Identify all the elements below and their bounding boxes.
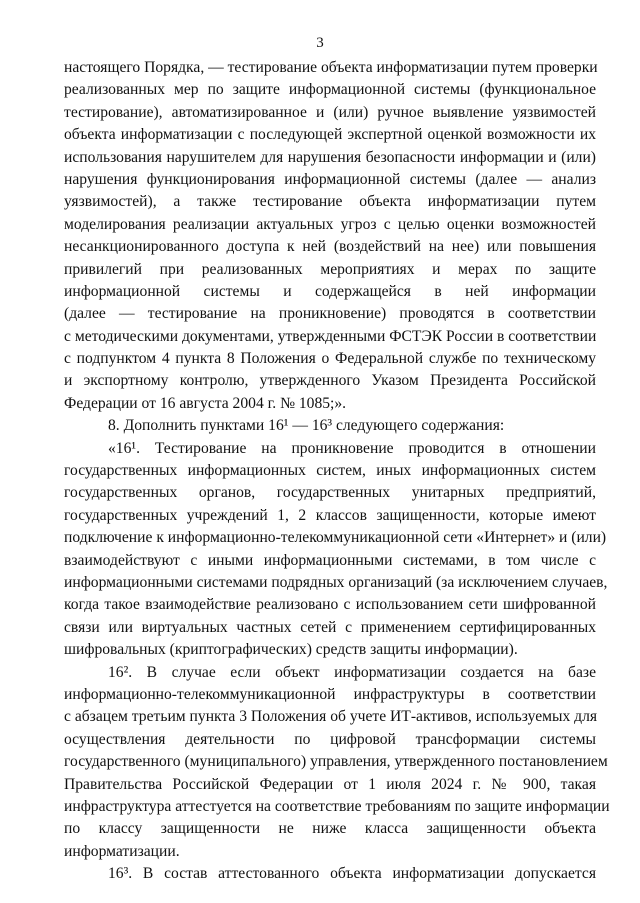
text-line: государственных учреждений 1, 2 классов защищенности, которые имеют	[64, 506, 596, 524]
text-line: информационными системами подрядных организаций (за исключением случаев,	[64, 573, 608, 591]
text-line: Федерации от 16 августа 2004 г. № 1085;».	[64, 394, 347, 412]
text-line: осуществления деятельности по цифровой трансформации системы	[64, 730, 596, 748]
text-line: государственного (муниципального) управления, утвержденного постановлением	[64, 753, 608, 771]
text-line: информатизации.	[64, 842, 180, 860]
text-line: привилегий при реализованных мероприятиях и мерах по защите	[64, 260, 596, 278]
text-line: государственных органов, государственных унитарных предприятий,	[64, 484, 596, 502]
text-line: инфраструктура аттестуется на соответствие требованиям по защите информации	[64, 797, 610, 815]
text-line: моделирования реализации актуальных угроз с целью оценки возможностей	[64, 215, 596, 233]
text-line: (далее — тестирование на проникновение) проводятся в соответствии	[64, 305, 596, 323]
text-line: 16². В случае если объект информатизации создается на базе	[108, 663, 596, 681]
text-line: взаимодействуют с иными информационными системами, в том числе с	[64, 551, 596, 569]
text-line: тестирование), автоматизированное и (или) ручное выявление уязвимостей	[64, 103, 596, 121]
text-line: с подпунктом 4 пункта 8 Положения о Федеральной службе по техническому	[64, 350, 596, 368]
text-line: шифровальных (криптографических) средств защиты информации).	[64, 641, 518, 659]
text-line: использования нарушителем для нарушения безопасности информации и (или)	[64, 148, 596, 166]
text-line: Правительства Российской Федерации от 1 июля 2024 г. № 900, такая	[64, 775, 596, 793]
text-line: информационной системы и содержащейся в ней информации	[64, 282, 596, 300]
text-line: с абзацем третьим пункта 3 Положения об учете ИТ-активов, используемых для	[64, 708, 598, 726]
text-line: подключение к информационно-телекоммуникационной сети «Интернет» и (или)	[64, 529, 607, 547]
text-line: «16¹. Тестирование на проникновение проводится в отношении	[108, 439, 596, 457]
text-line: 8. Дополнить пунктами 16¹ — 16³ следующего содержания:	[108, 417, 505, 435]
text-line: связи или виртуальных частных сетей с применением сертифицированных	[64, 618, 596, 636]
text-line: по классу защищенности не ниже класса защищенности объекта	[64, 820, 596, 838]
document-body	[64, 57, 610, 885]
text-line: когда такое взаимодействие реализовано с использованием сети шифрованной	[64, 596, 596, 614]
text-line: настоящего Порядка, — тестирование объекта информатизации путем проверки	[64, 59, 598, 76]
text-line: 16³. В состав аттестованного объекта информатизации допускается	[108, 865, 596, 883]
page-number: 3	[316, 35, 324, 51]
text-line: уязвимостей), а также тестирование объекта информатизации путем	[64, 193, 596, 211]
text-line: государственных информационных систем, иных информационных систем	[64, 462, 596, 480]
text-line: объекта информатизации с последующей экспертной оценкой возможности их	[64, 126, 596, 144]
text-line: нарушения функционирования информационной системы (далее — анализ	[64, 170, 596, 188]
text-line: несанкционированного доступа к ней (воздействий на нее) или повышения	[64, 238, 596, 256]
text-line: с методическими документами, утвержденными ФСТЭК России в соответствии	[64, 327, 597, 345]
text-line: информационно-телекоммуникационной инфраструктуры в соответствии	[64, 685, 596, 703]
text-line: реализованных мер по защите информационной системы (функциональное	[64, 81, 596, 99]
text-line: и экспортному контролю, утвержденного Указом Президента Российской	[64, 372, 596, 390]
